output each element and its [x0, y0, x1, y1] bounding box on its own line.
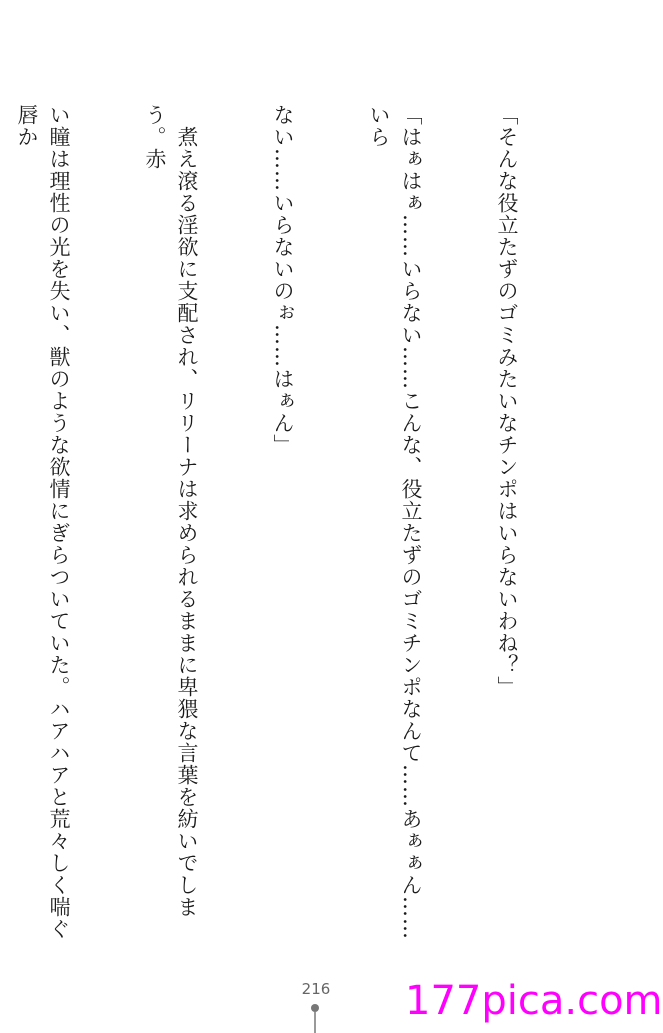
text-line-5: い瞳は理性の光を失い、獣のような欲情にぎらついていた。ハアハアと荒々しく喘ぐ唇か — [15, 104, 71, 940]
page-marker-dot — [311, 1004, 319, 1012]
text-line-4: 煮え滾る淫欲に支配され、リリーナは求められるままに卑猥な言葉を紡いでしまう。赤 — [143, 104, 199, 918]
text-line-3: ない……いらないのぉ……はぁん」 — [271, 104, 295, 456]
page-number: 216 — [301, 980, 331, 998]
text-line-2: 「はぁはぁ……いらない……こんな、役立たずのゴミチンポなんて……あぁぁん……いら — [367, 104, 423, 940]
watermark-text: 177pica.com — [405, 978, 663, 1024]
vertical-text-block — [15, 104, 587, 954]
text-line-1: 「そんな役立たずのゴミみたいなチンポはいらないわね？」 — [495, 104, 519, 698]
page-marker-icon — [310, 1004, 320, 1033]
page-marker-stem — [314, 1012, 316, 1033]
